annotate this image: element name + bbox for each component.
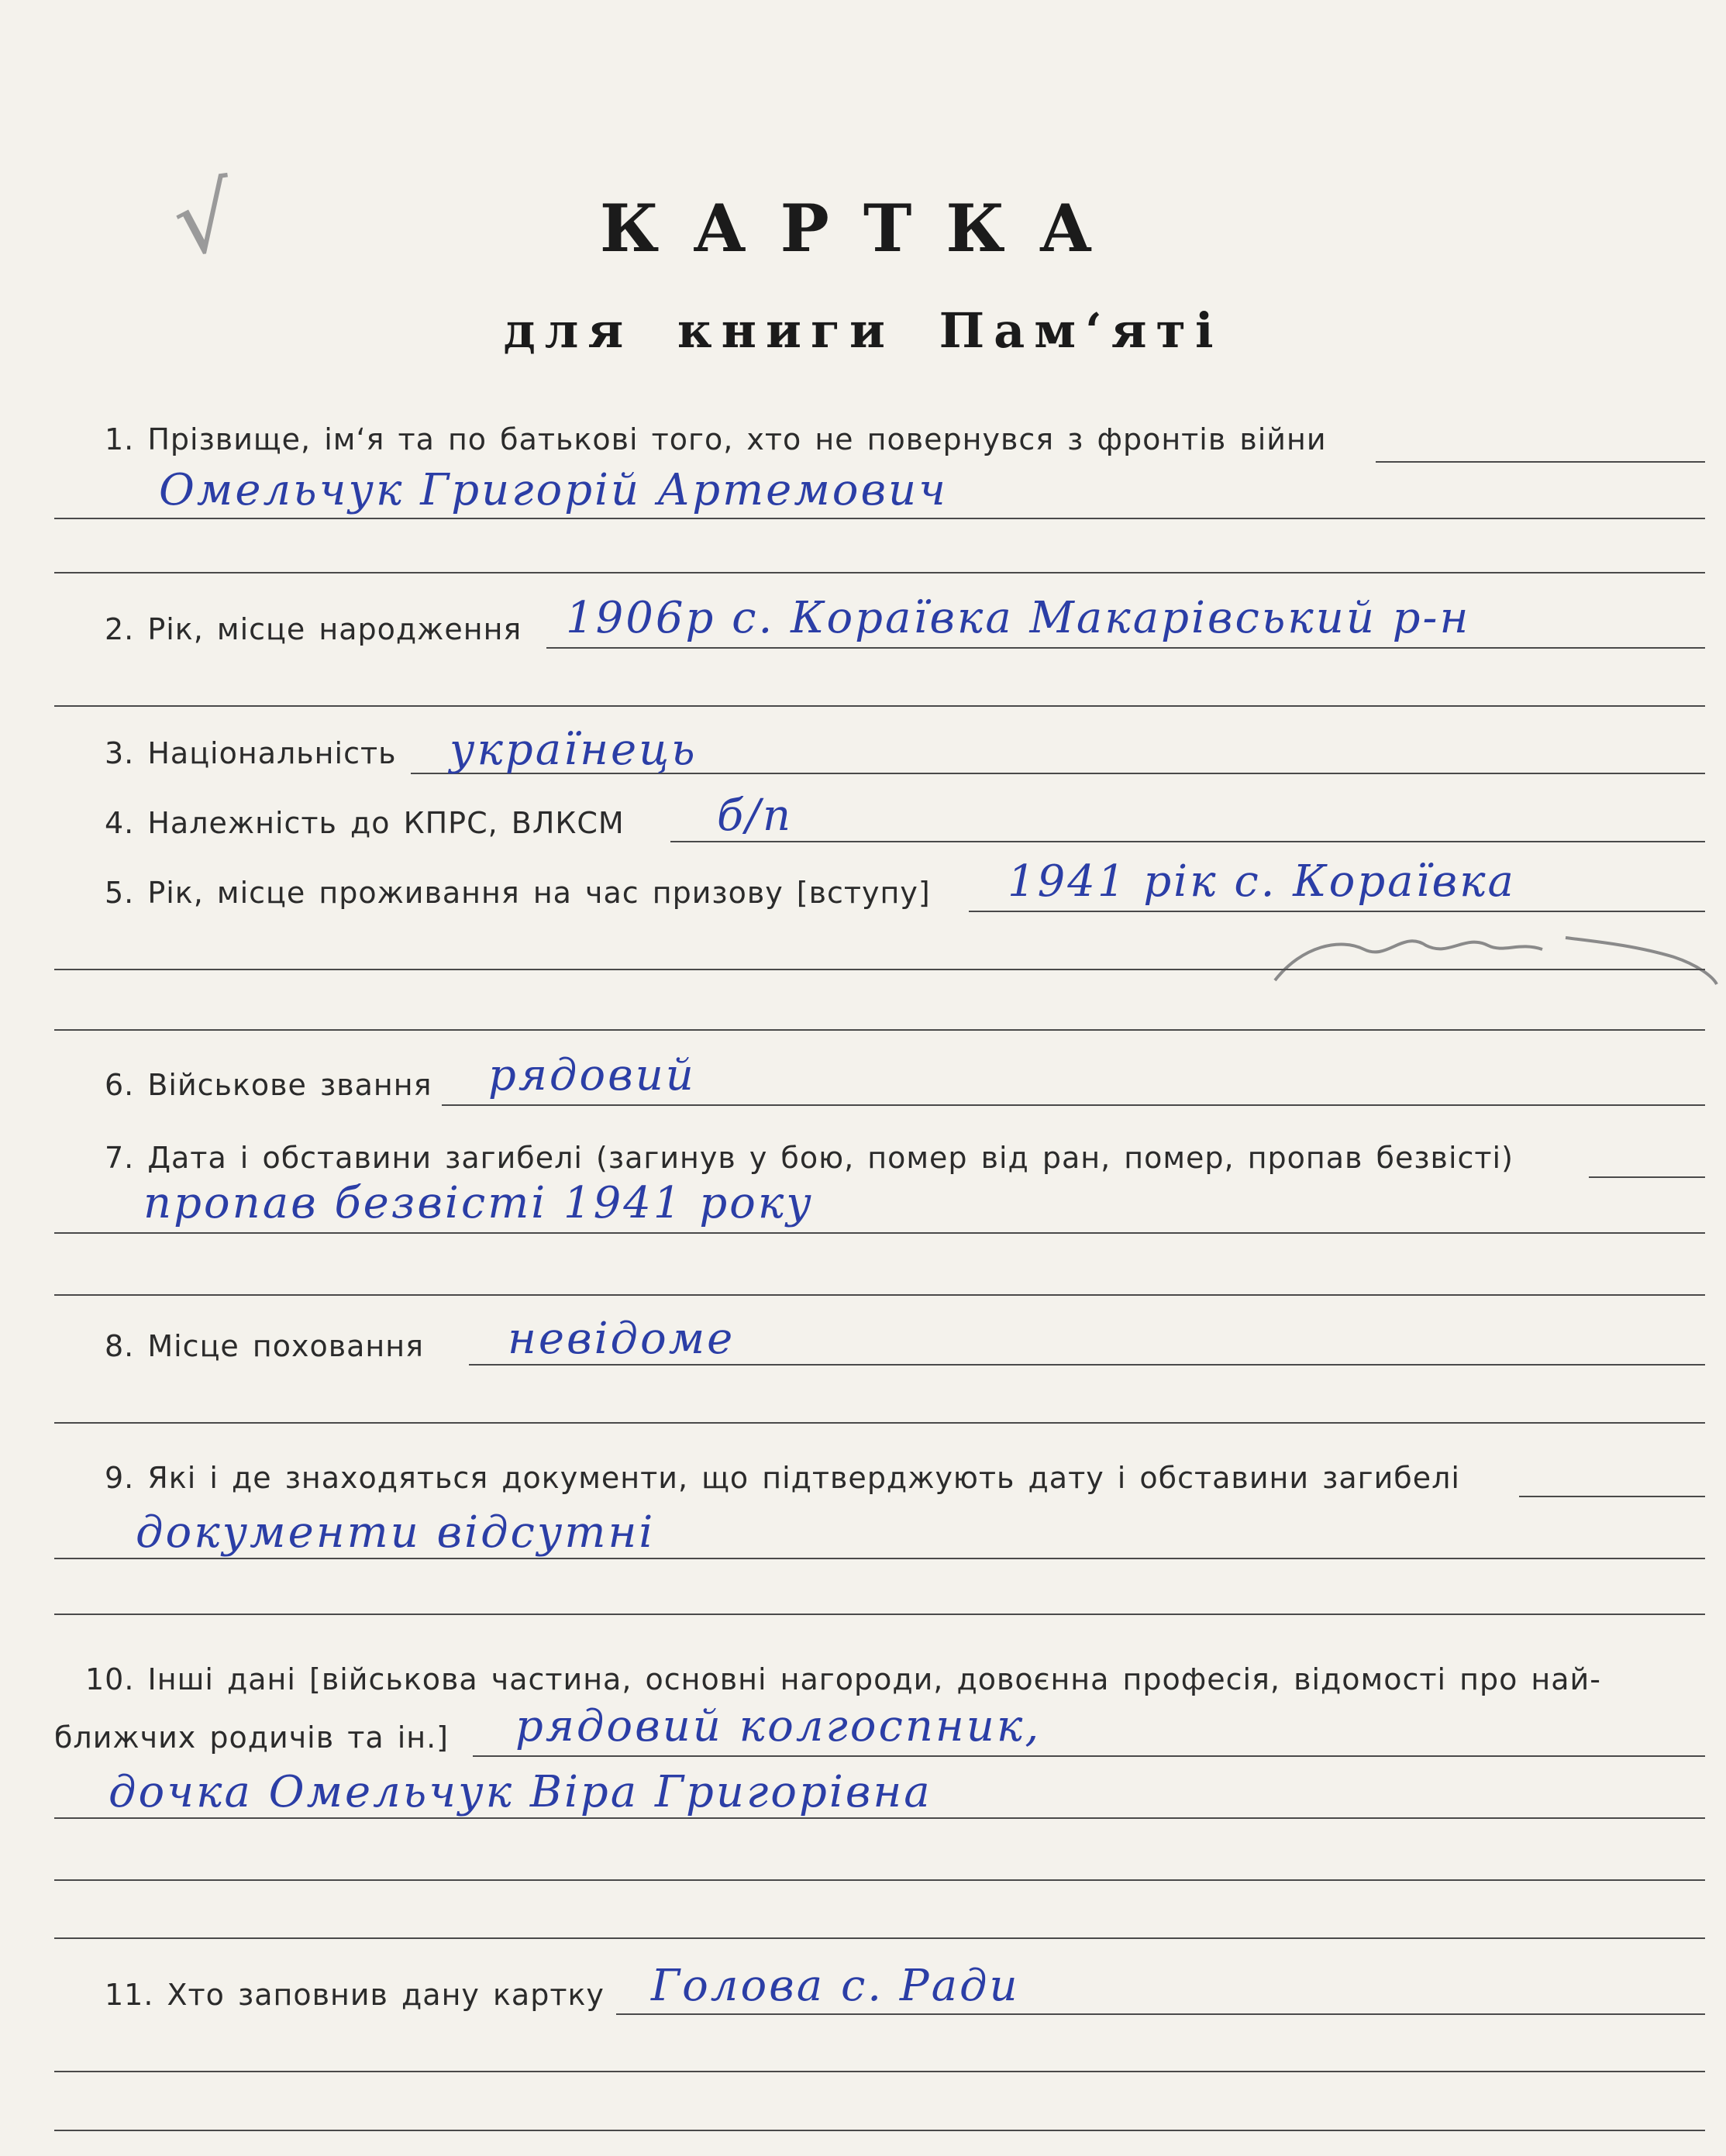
rule	[442, 1104, 1705, 1106]
card-title: КАРТКА	[599, 190, 1127, 267]
field-6-label: 6. Військове звання	[105, 1068, 432, 1102]
rule	[54, 1232, 1705, 1234]
field-4-label: 4. Належність до КПРС, ВЛКСМ	[105, 806, 625, 840]
field-2-label: 2. Рік, місце народження	[105, 612, 522, 646]
field-6-value: рядовий	[488, 1050, 696, 1100]
field-8-label: 8. Місце поховання	[105, 1329, 424, 1363]
field-1-value: Омельчук Григорій Артемович	[159, 465, 948, 515]
rule	[54, 518, 1705, 519]
field-9-label: 9. Які і де знаходяться документи, що підтверджують дату і обставини загибелі	[105, 1461, 1460, 1495]
rule	[670, 841, 1705, 842]
rule	[469, 1364, 1705, 1366]
rule	[1589, 1176, 1705, 1178]
field-10-label-cont: ближчих родичів та ін.]	[54, 1720, 449, 1755]
card-subtitle: для книги Пам‘яті	[503, 302, 1223, 359]
scribble-mark	[1271, 914, 1721, 1000]
field-8-value: невідоме	[508, 1314, 736, 1364]
rule	[54, 1879, 1705, 1881]
rule	[54, 1817, 1705, 1819]
field-5-label: 5. Рік, місце проживання на час призову [вступу]	[105, 876, 931, 910]
field-10-value: рядовий колгоспник,	[515, 1701, 1042, 1751]
field-9-value: документи відсутні	[136, 1507, 656, 1558]
field-3-label: 3. Національність	[105, 736, 397, 770]
rule	[54, 2071, 1705, 2072]
rule	[1519, 1496, 1705, 1497]
rule	[473, 1755, 1705, 1757]
rule	[1376, 461, 1705, 463]
field-11-label: 11. Хто заповнив дану картку	[105, 1978, 605, 2012]
field-5-value: 1941 рік с. Кораївка	[1008, 856, 1516, 907]
rule	[54, 572, 1705, 573]
field-10-value-2: дочка Омельчук Віра Григорівна	[109, 1767, 932, 1817]
check-mark-icon: √	[167, 163, 241, 278]
field-1-label: 1. Прізвище, ім‘я та по батькові того, хто не повернувся з фронтів війни	[105, 422, 1327, 456]
rule	[54, 2130, 1705, 2131]
field-4-value: б/п	[717, 790, 794, 841]
rule	[54, 1558, 1705, 1559]
field-10-label: 10. Інші дані [військова частина, основні нагороди, довоєнна професія, відомості про най-	[85, 1662, 1601, 1696]
field-2-value: 1906р с. Кораївка Макарівський р-н	[566, 593, 1471, 643]
rule	[54, 1422, 1705, 1424]
field-7-value: пропав безвісті 1941 року	[143, 1178, 814, 1228]
rule	[54, 1029, 1705, 1031]
field-11-value: Голова с. Ради	[651, 1961, 1020, 2011]
rule	[969, 911, 1705, 912]
rule	[546, 647, 1705, 649]
rule	[54, 705, 1705, 707]
rule	[54, 1294, 1705, 1296]
rule	[54, 969, 1705, 970]
rule	[616, 2013, 1705, 2015]
field-3-value: українець	[450, 725, 698, 775]
field-7-label: 7. Дата і обставини загибелі (загинув у бою, помер від ран, помер, пропав безвісті)	[105, 1141, 1514, 1175]
rule	[54, 1937, 1705, 1939]
rule	[54, 1614, 1705, 1615]
